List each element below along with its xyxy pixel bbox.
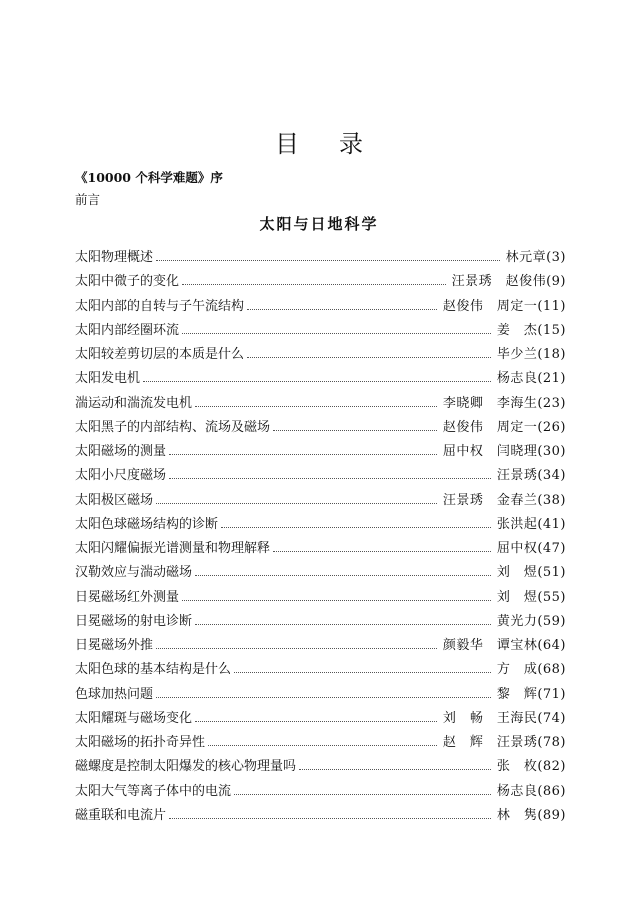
toc-entry-title: 日冕磁场红外测量: [75, 589, 180, 605]
toc-entry[interactable]: [75, 343, 566, 367]
toc-entry[interactable]: [75, 561, 566, 585]
toc-entry-title: 太阳耀斑与磁场变化: [75, 710, 193, 726]
toc-entry-title: 色球加热问题: [75, 686, 154, 702]
toc-entry-authors-page: 姜 杰(15): [496, 322, 566, 338]
toc-entry-title: 湍运动和湍流发电机: [75, 395, 193, 411]
toc-entry[interactable]: [75, 707, 566, 731]
toc-leader-dots: [195, 624, 491, 625]
toc-entry[interactable]: [75, 537, 566, 561]
toc-entry[interactable]: [75, 319, 566, 343]
toc-entry-authors-page: 赵 辉 汪景琇(78): [442, 735, 566, 750]
preface-link-foreword[interactable]: 前言: [75, 192, 101, 207]
toc-entry-authors-page: 刘 煜(55): [496, 589, 566, 605]
toc-entry-title: 太阳极区磁场: [75, 492, 154, 508]
toc-entry-authors-page: 李晓卿 李海生(23): [442, 395, 566, 411]
toc-leader-dots: [195, 575, 491, 576]
toc-entry-title: 太阳色球的基本结构是什么: [75, 662, 232, 678]
toc-entry-title: 太阳发电机: [75, 371, 141, 387]
toc-entry[interactable]: [75, 634, 566, 658]
toc-leader-dots: [221, 527, 491, 528]
toc-leader-dots: [182, 600, 491, 601]
toc-entry-authors-page: 汪景琇 金春兰(38): [442, 492, 566, 508]
toc-entry-authors-page: 刘 煜(51): [496, 565, 566, 581]
toc-entry-authors-page: 张 枚(82): [496, 759, 566, 775]
toc-leader-dots: [234, 794, 491, 795]
toc-entry-title: 太阳小尺度磁场: [75, 468, 167, 484]
table-of-contents: [75, 246, 566, 828]
toc-leader-dots: [208, 745, 437, 746]
toc-entry[interactable]: [75, 731, 566, 755]
toc-entry-title: 太阳色球磁场结构的诊断: [75, 516, 219, 532]
section-heading: 太阳与日地科学: [259, 215, 379, 233]
toc-entry-title: 汉勒效应与湍动磁场: [75, 565, 193, 581]
toc-leader-dots: [195, 406, 437, 407]
toc-entry-authors-page: 毕少兰(18): [496, 347, 566, 362]
toc-entry-authors-page: 杨志良(86): [496, 783, 566, 799]
toc-entry-authors-page: 汪景琇(34): [496, 468, 566, 484]
toc-entry-title: 日冕磁场的射电诊断: [75, 613, 193, 629]
toc-entry-authors-page: 方 成(68): [496, 662, 566, 678]
toc-leader-dots: [247, 357, 491, 358]
toc-leader-dots: [182, 333, 491, 334]
toc-entry-authors-page: 赵俊伟 周定一(11): [442, 298, 566, 314]
toc-leader-dots: [299, 769, 491, 770]
toc-entry-authors-page: 屈中权(47): [496, 541, 566, 556]
toc-entry[interactable]: [75, 489, 566, 513]
toc-entry-title: 太阳中微子的变化: [75, 274, 180, 290]
toc-entry-title: 太阳内部经圈环流: [75, 322, 180, 338]
toc-entry-authors-page: 黎 辉(71): [496, 686, 566, 702]
preface-link-series-preface[interactable]: 《10000 个科学难题》序: [75, 170, 223, 185]
toc-entry[interactable]: [75, 295, 566, 319]
toc-entry[interactable]: [75, 683, 566, 707]
toc-entry-title: 太阳大气等离子体中的电流: [75, 783, 232, 799]
toc-entry-title: 太阳磁场的测量: [75, 444, 167, 459]
toc-leader-dots: [156, 648, 437, 649]
toc-entry-authors-page: 林 隽(89): [496, 807, 566, 823]
toc-leader-dots: [234, 672, 491, 673]
toc-entry-title: 太阳物理概述: [75, 250, 154, 265]
toc-entry-authors-page: 黄光力(59): [496, 613, 566, 629]
toc-entry[interactable]: [75, 416, 566, 440]
toc-entry-authors-page: 屈中权 闫晓理(30): [442, 444, 566, 459]
toc-entry[interactable]: [75, 392, 566, 416]
toc-entry[interactable]: [75, 804, 566, 828]
toc-leader-dots: [195, 721, 437, 722]
toc-entry[interactable]: [75, 658, 566, 682]
toc-entry-authors-page: 张洪起(41): [496, 516, 566, 532]
toc-leader-dots: [169, 478, 491, 479]
toc-entry[interactable]: [75, 246, 566, 270]
toc-entry[interactable]: [75, 586, 566, 610]
toc-leader-dots: [156, 697, 491, 698]
toc-entry-title: 太阳内部的自转与子午流结构: [75, 298, 245, 314]
toc-leader-dots: [247, 309, 437, 310]
toc-entry[interactable]: [75, 440, 566, 464]
toc-leader-dots: [182, 284, 446, 285]
toc-entry-authors-page: 赵俊伟 周定一(26): [442, 419, 566, 435]
page-title: 目录: [275, 130, 403, 158]
toc-entry-authors-page: 林元章(3): [505, 250, 566, 265]
toc-entry-authors-page: 颜毅华 谭宝林(64): [442, 638, 566, 653]
toc-entry-title: 磁螺度是控制太阳爆发的核心物理量吗: [75, 759, 297, 775]
toc-entry-authors-page: 杨志良(21): [496, 371, 566, 387]
toc-entry-authors-page: 刘 畅 王海民(74): [442, 710, 566, 726]
toc-entry-title: 太阳较差剪切层的本质是什么: [75, 347, 245, 362]
toc-entry-authors-page: 汪景琇 赵俊伟(9): [451, 274, 566, 290]
toc-leader-dots: [169, 818, 491, 819]
toc-entry[interactable]: [75, 513, 566, 537]
toc-leader-dots: [143, 381, 491, 382]
toc-leader-dots: [273, 551, 491, 552]
toc-entry-title: 太阳闪耀偏振光谱测量和物理解释: [75, 541, 271, 556]
toc-entry[interactable]: [75, 270, 566, 294]
toc-entry[interactable]: [75, 755, 566, 779]
toc-entry[interactable]: [75, 367, 566, 391]
toc-entry-title: 太阳磁场的拓扑奇异性: [75, 735, 206, 750]
toc-leader-dots: [156, 260, 500, 261]
toc-entry[interactable]: [75, 610, 566, 634]
toc-entry-title: 日冕磁场外推: [75, 638, 154, 653]
toc-entry[interactable]: [75, 780, 566, 804]
toc-leader-dots: [156, 503, 437, 504]
toc-leader-dots: [273, 430, 437, 431]
toc-leader-dots: [169, 454, 437, 455]
toc-entry[interactable]: [75, 464, 566, 488]
toc-entry-title: 太阳黑子的内部结构、流场及磁场: [75, 419, 271, 435]
toc-entry-title: 磁重联和电流片: [75, 807, 167, 823]
